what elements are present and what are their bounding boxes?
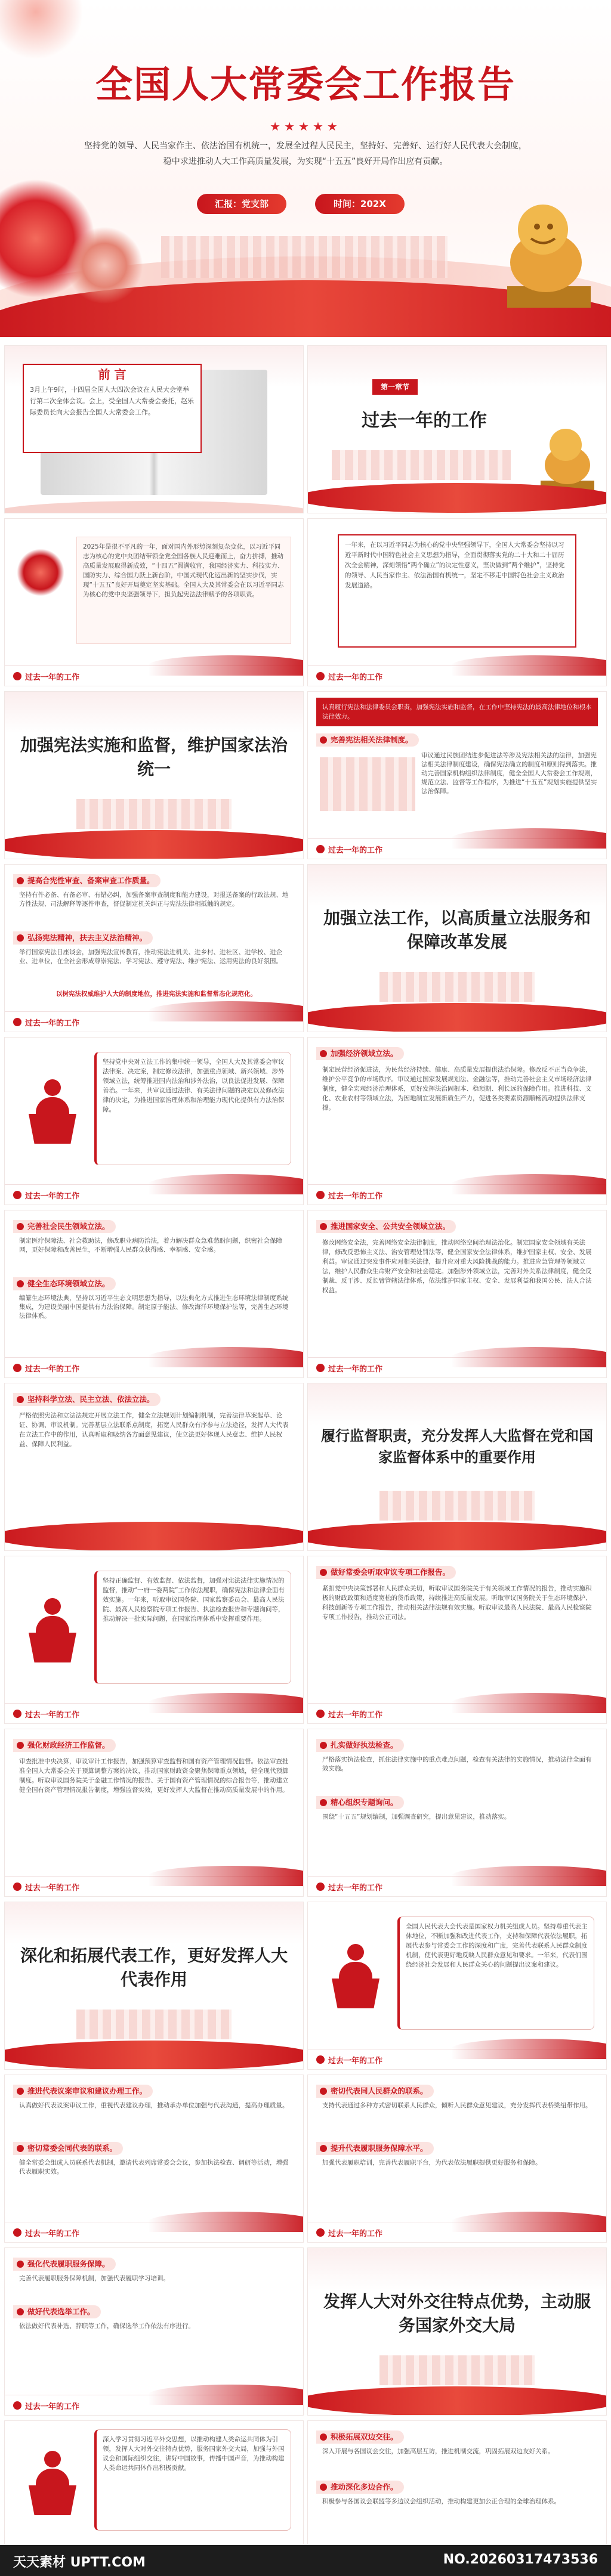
slide-summary-text bbox=[308, 519, 606, 686]
slide-header-band bbox=[308, 2248, 606, 2290]
footer-dot-icon bbox=[316, 1364, 325, 1372]
highlight-note: 以树宪法权威维护人大的制度地位，推进宪法实施和监督常态化规范化。 bbox=[56, 990, 257, 998]
preface-card bbox=[23, 364, 202, 453]
slide-footer bbox=[308, 665, 606, 686]
footer-dot-icon bbox=[13, 672, 21, 680]
slide-footer bbox=[5, 1184, 303, 1205]
footer-wave bbox=[148, 1866, 303, 1886]
party-emblem-icon bbox=[17, 549, 64, 596]
foreign-card bbox=[94, 2429, 291, 2531]
speaker-pill: 汇报：党支部 bbox=[197, 194, 286, 214]
caption-tag: 加强经济领域立法。 bbox=[316, 1047, 404, 1060]
footer-wave bbox=[451, 828, 606, 849]
legislation-body: 坚持党中央对立法工作的集中统一领导，全国人大及其常委会审议法律案、决定案，制定修改法律，加强重点领域、新兴领域、涉外领域立法，统筹推进国内法治和涉外法治，以良法促进发展、保障善治。一年来，共审议通过法律、有关法律问题的决定以及修改法律的决定，为推进国家治理体系和治理能力现代化提供有力法治保障。 bbox=[103, 1058, 285, 1113]
footer-dot-icon bbox=[316, 1191, 325, 1199]
footer-wave bbox=[451, 1693, 606, 1713]
caption-body: 依法做好代表补选、辞职等工作，确保选举工作依法有序进行。 bbox=[19, 2323, 195, 2330]
footer-text: 过去一年的工作 bbox=[25, 2402, 80, 2411]
footer-wave bbox=[451, 2212, 606, 2232]
slide-footer bbox=[308, 1184, 606, 1205]
footer-text: 过去一年的工作 bbox=[25, 1711, 80, 1720]
footer-dot-icon bbox=[316, 2228, 325, 2237]
slide-footer bbox=[5, 1703, 303, 1723]
slide-security-legislation bbox=[308, 1210, 606, 1377]
footer-wave bbox=[451, 655, 606, 676]
caption-tag: 积极拓展双边交往。 bbox=[316, 2431, 404, 2444]
slide-footer bbox=[5, 665, 303, 686]
hero-cover-slide bbox=[0, 0, 611, 337]
slide-foreign-intro bbox=[5, 2421, 303, 2544]
caption-tag: 密切常委会同代表的联系。 bbox=[13, 2142, 123, 2155]
deputies-body: 全国人民代表大会代表是国家权力机关组成人员。坚持尊重代表主体地位，不断加强和改进代表工作，支持和保障代表依法履职，拓展代表参与常委会工作的深度和广度，完善代表联系人民群众制度机制，使代表更好地反映人民群众意见和要求。一年来，代表们围绕经济社会发展和人民群众关心的问题提出议案和建议。 bbox=[406, 1923, 588, 1968]
slide-footer bbox=[308, 2222, 606, 2242]
slide-scientific-legislation bbox=[5, 1383, 303, 1550]
footer-text: 过去一年的工作 bbox=[25, 1884, 80, 1893]
slide-review-quality bbox=[5, 865, 303, 1032]
slide-footer bbox=[308, 1876, 606, 1896]
slide-section-legislation bbox=[308, 865, 606, 1032]
footer-wave bbox=[148, 2385, 303, 2405]
caption-tag: 扎实做好执法检查。 bbox=[316, 1739, 404, 1752]
caption-body: 严格依照宪法和立法法规定开展立法工作，健全立法规划计划编制机制，完善法律草案起草、论证、协调、审议机制。完善基层立法联系点制度，拓宽人民群众有序参与立法途径，发挥人大代表在立法工作中的作用，认真听取和吸纳各方面意见建议，使立法更好体现人民意志、维护人民权益、保障人民利益。 bbox=[19, 1412, 289, 1448]
slide-deputies-intro bbox=[308, 1902, 606, 2069]
preface-heading: 前 言 bbox=[98, 367, 126, 382]
slide-footer bbox=[5, 1357, 303, 1377]
slide-social-ecology bbox=[5, 1210, 303, 1377]
slide-footer bbox=[5, 2222, 303, 2242]
footer-text: 过去一年的工作 bbox=[328, 846, 383, 855]
caption-body: 积极参与各国议会联盟等多边议会组织活动，推动构建更加公正合理的全球治理体系。 bbox=[322, 2498, 560, 2505]
caption-tag: 做好常委会听取审议专项工作报告。 bbox=[316, 1566, 456, 1579]
slide-section-constitution bbox=[5, 692, 303, 859]
chapter-tag: 第一章节 bbox=[372, 379, 418, 395]
slide-law-enforcement-inspection bbox=[308, 1729, 606, 1896]
footer-dot-icon bbox=[316, 2055, 325, 2064]
caption-body: 编纂生态环境法典，坚持以习近平生态文明思想为指导，以法典化方式推进生态环境法律制度系统集成，为建设美丽中国提供有力法治保障。制定原子能法、修改海洋环境保护法等，完善生态环境法律体系。 bbox=[19, 1295, 289, 1320]
footer-text: 过去一年的工作 bbox=[328, 1884, 383, 1893]
bottom-red-band bbox=[5, 1522, 303, 1550]
hero-description: 坚持党的领导、人民当家作主、依法治国有机统一，发展全过程人民民主，坚持好、完善好、运行好人民代表大会制度，稳中求进推动人大工作高质量发展，为实现“十五五”良好开局作出应有贡献。 bbox=[84, 141, 527, 166]
footer-wave bbox=[451, 1347, 606, 1367]
slide-header-band bbox=[308, 1383, 606, 1425]
caption-body: 严格落实执法检查，抓住法律实施中的重点难点问题，检查有关法律的实施情况，推动法律全面有效实施。 bbox=[322, 1756, 592, 1772]
footer-dot-icon bbox=[13, 1191, 21, 1199]
footer-text: 过去一年的工作 bbox=[25, 673, 80, 682]
cloud-ornament-icon bbox=[0, 0, 84, 60]
watermark-site: 天天素材 UPTT.COM bbox=[13, 2555, 146, 2570]
slide-footer bbox=[5, 1876, 303, 1896]
caption-tag: 提高合宪性审查、备案审查工作质量。 bbox=[13, 874, 161, 887]
intro-card bbox=[76, 537, 291, 644]
footer-text: 过去一年的工作 bbox=[328, 2230, 383, 2238]
caption-tag: 推动深化多边合作。 bbox=[316, 2481, 404, 2494]
caption-tag: 推进代表议案审议和建议办理工作。 bbox=[13, 2085, 153, 2098]
section-title: 加强立法工作，以高质量立法服务和保障改革发展 bbox=[323, 908, 591, 952]
caption-body: 坚持有件必备、有备必审、有错必纠，加强备案审查制度和能力建设，对报送备案的行政法规、地方性法规、司法解释等逐件审查，督促制定机关纠正与宪法法律相抵触的规定。 bbox=[19, 891, 289, 908]
footer-dot-icon bbox=[316, 672, 325, 680]
caption-tag: 密切代表同人民群众的联系。 bbox=[316, 2085, 434, 2098]
slide-chapter-one bbox=[308, 346, 606, 513]
bottom-red-band bbox=[308, 1522, 606, 1550]
hero-title: 全国人大常委会工作报告 bbox=[95, 63, 516, 106]
footer-text: 过去一年的工作 bbox=[328, 1192, 383, 1201]
deputies-card bbox=[397, 1916, 594, 2030]
slide-footer bbox=[5, 2395, 303, 2415]
city-skyline bbox=[379, 2355, 535, 2385]
summary-body: 一年来，在以习近平同志为核心的党中央坚强领导下，全国人大常委会坚持以习近平新时代中国特色社会主义思想为指导，全面贯彻落实党的二十大和二十届历次全会精神，深刻领悟“两个确立”的决定性意义，坚决做到“两个维护”，坚持党的领导、人民当家作主、依法治国有机统一，坚定不移走中国特色社会主义政治发展道路。 bbox=[345, 541, 565, 589]
footer-dot-icon bbox=[13, 2228, 21, 2237]
section-title: 发挥人大对外交往特点优势，主动服务国家外交大局 bbox=[323, 2292, 591, 2335]
caption-body: 认真做好代表议案审议工作，重视代表建议办理，推动承办单位加强与代表沟通，提高办理质量。 bbox=[19, 2102, 289, 2109]
foreign-body: 深入学习贯彻习近平外交思想，以推动构建人类命运共同体为引领，发挥人大对外交往特点优势，服务国家外交大局，加强与外国议会和国际组织交往，讲好中国故事，传播中国声音，为推动构建人类命运共同体作出积极贡献。 bbox=[103, 2436, 285, 2472]
bottom-red-band bbox=[308, 1003, 606, 1032]
illustration-image bbox=[320, 757, 415, 811]
bottom-pink-band bbox=[5, 501, 303, 513]
city-skyline bbox=[76, 2010, 232, 2039]
footer-text: 过去一年的工作 bbox=[25, 1019, 80, 1028]
chapter-title: 过去一年的工作 bbox=[362, 410, 487, 431]
slide-deputies-contact bbox=[308, 2075, 606, 2242]
summary-card bbox=[338, 534, 576, 648]
speaker-podium-icon bbox=[326, 1944, 385, 2010]
footer-wave bbox=[148, 1693, 303, 1713]
caption-tag: 完善宪法相关法律制度。 bbox=[316, 733, 419, 747]
footer-text: 过去一年的工作 bbox=[328, 673, 383, 682]
slide-intro-text bbox=[5, 519, 303, 686]
footer-dot-icon bbox=[316, 1710, 325, 1718]
bottom-red-band bbox=[5, 830, 303, 859]
city-skyline bbox=[76, 799, 232, 829]
caption-body: 审议通过民族团结进步促进法等涉及宪法相关法的法律，加强宪法相关法律制度建设，确保宪法确立的制度和原则得到落实。推动完善国家机构组织法律制度，健全全国人大常委会工作规则，规范立法、监督等工作程序，为推进“十五五”规划实施提供坚实法治保障。 bbox=[421, 752, 597, 795]
slide-footer bbox=[308, 838, 606, 859]
slide-supervision-intro bbox=[5, 1556, 303, 1723]
slide-header-band bbox=[308, 865, 606, 906]
caption-tag: 强化代表履职服务保障。 bbox=[13, 2258, 116, 2271]
golden-lion-icon bbox=[495, 197, 597, 310]
footer-dot-icon bbox=[13, 1018, 21, 1026]
slide-deputy-service bbox=[5, 2248, 303, 2415]
slide-preface bbox=[5, 346, 303, 513]
peony-flower-icon bbox=[66, 227, 143, 304]
footer-wave bbox=[451, 1174, 606, 1194]
footer-dot-icon bbox=[316, 845, 325, 853]
supervision-card bbox=[94, 1571, 291, 1684]
hero-city-skyline bbox=[161, 236, 448, 278]
slide-footer bbox=[308, 1357, 606, 1377]
slide-section-supervision bbox=[308, 1383, 606, 1550]
caption-body: 健全常委会组成人员联系代表机制，邀请代表列席常委会会议，参加执法检查、调研等活动，增强代表履职实效。 bbox=[19, 2159, 289, 2175]
footer-dot-icon bbox=[13, 1710, 21, 1718]
slide-constitution-detail bbox=[308, 692, 606, 859]
city-skyline bbox=[332, 450, 511, 480]
caption-body: 完善代表履职服务保障机制，加强代表履职学习培训。 bbox=[19, 2275, 169, 2282]
watermark-bar bbox=[0, 2545, 611, 2576]
footer-text: 过去一年的工作 bbox=[328, 2057, 383, 2066]
caption-tag: 健全生态环境领域立法。 bbox=[13, 1277, 116, 1290]
caption-body: 制定民营经济促进法，为民营经济持续、健康、高质量发展提供法治保障。修改反不正当竞争法，维护公平竞争的市场秩序。审议通过国家发展规划法、金融法等，推动完善社会主义市场经济法律制度，健全宏观经济治理体系，更好发挥法治固根本、稳预期、利长远的保障作用。推进科技、文化、农业农村等领域立法，为因地制宜发展新质生产力，促进各类要素资源顺畅流动提供法律支撑。 bbox=[322, 1066, 592, 1111]
footer-wave bbox=[148, 1174, 303, 1194]
caption-body: 制定医疗保障法、社会救助法，修改职业病防治法，着力解决群众急难愁盼问题，织密社会保障网，更好保障和改善民生，不断增强人民群众获得感、幸福感、安全感。 bbox=[19, 1237, 282, 1253]
bottom-red-band bbox=[308, 2386, 606, 2415]
section-title: 加强宪法实施和监督，维护国家法治统一 bbox=[20, 735, 288, 779]
slide-economic-legislation bbox=[308, 1038, 606, 1205]
slide-header-band bbox=[308, 346, 606, 388]
slide-footer bbox=[5, 1011, 303, 1032]
footer-wave bbox=[148, 655, 303, 676]
watermark-id: NO.20260317473536 bbox=[443, 2552, 598, 2567]
slide-fiscal-supervision bbox=[5, 1729, 303, 1896]
section-title: 深化和拓展代表工作，更好发挥人大代表作用 bbox=[20, 1946, 288, 1989]
hero-stars-icon: ★★★★★ bbox=[270, 119, 341, 134]
slide-proposals bbox=[5, 2075, 303, 2242]
caption-body: 加强代表履职培训，完善代表履职平台，为代表依法履职提供更好服务和保障。 bbox=[322, 2159, 542, 2166]
caption-body: 修改网络安全法，完善网络安全法律制度，推动网络空间治理法治化。制定国家安全领域有关法律，修改反恐怖主义法、治安管理处罚法等，健全国家安全法律体系，维护国家主权、安全、发展利益。审议通过突发事件应对相关法律，提升应对重大风险挑战的能力。推进应急管理等领域立法，维护人民群众生命财产安全和社会稳定。加强涉外领域立法，完善对外关系法律制度，健全反制裁、反干涉、反长臂管辖法律体系，依法维护国家主权、安全、发展利益和我国公民、法人合法权益。 bbox=[322, 1239, 592, 1294]
caption-body: 围绕“十五五”规划编制，加强调查研究，提出意见建议，推动落实。 bbox=[322, 1813, 511, 1820]
speaker-podium-icon bbox=[23, 1598, 82, 1664]
intro-banner: 认真履行宪法和法律委员会职责，加强宪法实施和监督，在工作中坚持宪法的最高法律地位和根本法律效力。 bbox=[316, 698, 598, 726]
caption-tag: 推进国家安全、公共安全领域立法。 bbox=[316, 1220, 456, 1233]
footer-text: 过去一年的工作 bbox=[25, 2230, 80, 2238]
footer-text: 过去一年的工作 bbox=[25, 1365, 80, 1374]
footer-text: 过去一年的工作 bbox=[25, 1192, 80, 1201]
footer-text: 过去一年的工作 bbox=[328, 1711, 383, 1720]
caption-body: 审查批准中央决算，审议审计工作报告，加强预算审查监督和国有资产管理情况监督。依法审查批准全国人大常委会关于预算调整方案的决议，推动国家财政资金聚焦保障重点领域，健全现代预算制度。听取审议国务院关于金融工作情况的报告、关于国有资产管理情况的综合报告等，推动建立健全国有资产管理情况报告制度，增强监督实效，更好发挥人大监督在推动高质量发展中的作用。 bbox=[19, 1758, 289, 1794]
intro-body: 2025年是很不平凡的一年，面对国内外形势深刻复杂变化，以习近平同志为核心的党中央团结带领全党全国各族人民迎难而上，奋力拼搏，推动高质量发展取得新成效，“十四五”圆满收官，我国经济实力、科技实力、国防实力、综合国力跃上新台阶，中国式现代化迈出新的坚实步伐，实现“十五五”良好开局奠定坚实基础。全国人大及其常委会在以习近平同志为核心的党中央坚强领导下，担负起宪法法律赋予的各项职责。 bbox=[83, 543, 284, 598]
footer-wave bbox=[148, 1001, 303, 1021]
time-pill: 时间：202X bbox=[315, 194, 405, 214]
slide-section-foreign bbox=[308, 2248, 606, 2415]
slide-footer bbox=[308, 1703, 606, 1723]
caption-body: 深入开展与各国议会交往，加强高层互访，推进机制交流，巩固拓展双边友好关系。 bbox=[322, 2448, 554, 2455]
footer-wave bbox=[148, 1347, 303, 1367]
slide-work-reports bbox=[308, 1556, 606, 1723]
golden-lion-icon bbox=[535, 423, 600, 495]
slide-foreign-exchange bbox=[308, 2421, 606, 2544]
footer-dot-icon bbox=[13, 1883, 21, 1891]
supervision-body: 坚持正确监督、有效监督、依法监督，加强对宪法法律实施情况的监督，推动“一府一委两院”工作依法履职，确保宪法和法律全面有效实施。一年来，听取审议国务院、国家监察委员会、最高人民法院、最高人民检察院专项工作报告、执法检查报告和专题询问等，推动解决一批实际问题，在国家治理体系中发挥重要作用。 bbox=[103, 1577, 285, 1623]
caption-tag: 完善社会民生领域立法。 bbox=[13, 1220, 116, 1233]
slide-header-band bbox=[5, 1902, 303, 1944]
footer-dot-icon bbox=[13, 2401, 21, 2410]
slide-footer bbox=[308, 2049, 606, 2069]
speaker-podium-icon bbox=[23, 2451, 82, 2516]
footer-text: 过去一年的工作 bbox=[328, 1365, 383, 1374]
preface-body: 3月上午9时，十四届全国人大四次会议在人民大会堂举行第二次全体会议。会上，受全国人大常委会委托，赵乐际委员长向大会报告全国人大常委会工作。 bbox=[30, 386, 194, 416]
slide-section-deputies bbox=[5, 1902, 303, 2069]
legislation-card bbox=[94, 1052, 291, 1165]
city-skyline bbox=[379, 1491, 535, 1521]
caption-body: 紧扣党中央决策部署和人民群众关切，听取审议国务院关于有关领域工作情况的报告，推动实施积极的财政政策和适度宽松的货币政策，持续推进高质量发展。听取审议国务院关于生态环境保护、科技创新等专项工作报告，推动相关法律法规有效实施。听取审议最高人民法院、最高人民检察院专项工作报告，推动公正司法。 bbox=[322, 1585, 592, 1621]
caption-tag: 精心组织专题询问。 bbox=[316, 1796, 404, 1809]
caption-body: 举行国家宪法日座谈会，加强宪法宣传教育，推动宪法进机关、进乡村、进社区、进学校、进企业、进单位，在全社会形成尊崇宪法、学习宪法、遵守宪法、维护宪法、运用宪法的良好氛围。 bbox=[19, 949, 282, 965]
footer-dot-icon bbox=[316, 1883, 325, 1891]
footer-wave bbox=[451, 2039, 606, 2059]
slide-legislation-intro bbox=[5, 1038, 303, 1205]
caption-body: 支持代表通过多种方式密切联系人民群众，倾听人民群众意见建议，充分发挥代表桥梁纽带作用。 bbox=[322, 2102, 592, 2109]
caption-tag: 弘扬宪法精神，扶去主义法治精神。 bbox=[13, 931, 153, 945]
footer-wave bbox=[148, 2212, 303, 2232]
bottom-red-band bbox=[308, 483, 606, 513]
section-title: 履行监督职责，充分发挥人大监督在党和国家监督体系中的重要作用 bbox=[321, 1427, 593, 1466]
speaker-podium-icon bbox=[23, 1079, 82, 1145]
caption-tag: 提升代表履职服务保障水平。 bbox=[316, 2142, 434, 2155]
caption-tag: 强化财政经济工作监督。 bbox=[13, 1739, 116, 1752]
footer-dot-icon bbox=[13, 1364, 21, 1372]
caption-tag: 坚持科学立法、民主立法、依法立法。 bbox=[13, 1393, 161, 1406]
city-skyline bbox=[379, 972, 535, 1002]
caption-tag: 做好代表选举工作。 bbox=[13, 2305, 101, 2318]
bottom-red-band bbox=[5, 2041, 303, 2069]
footer-wave bbox=[451, 1866, 606, 1886]
slide-header-band bbox=[5, 692, 303, 733]
